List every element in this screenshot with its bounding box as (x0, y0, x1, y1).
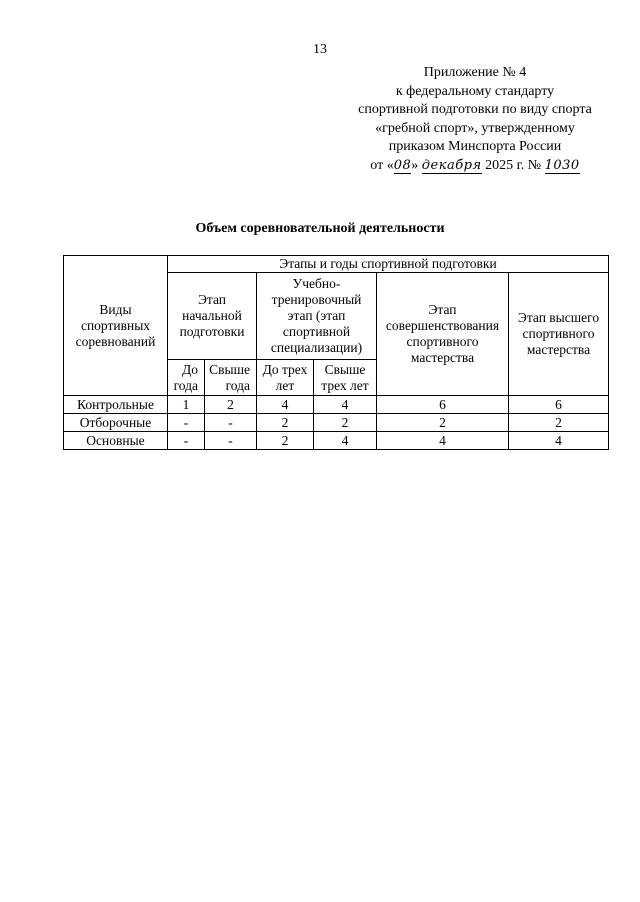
document-title: Объем соревновательной деятельности (195, 221, 445, 236)
appendix-line: «гребной спорт», утвержденному (375, 120, 575, 136)
table-cell: 4 (314, 432, 377, 450)
table-cell: 4 (257, 396, 314, 414)
date-prefix: от « (370, 157, 394, 173)
appendix-header (340, 64, 610, 175)
appendix-date-line (340, 157, 610, 176)
table-cell: 4 (377, 432, 509, 450)
table-cell: 4 (509, 432, 609, 450)
appendix-title: Приложение № 4 (423, 65, 527, 80)
training-stage-header: Учебно-тренировочный этап (этап спортивной специализации) (257, 273, 377, 360)
competition-volume-table (63, 255, 609, 450)
header-row (64, 256, 609, 273)
competition-types-header: Виды спортивных соревнований (64, 256, 168, 396)
table-row (64, 432, 609, 450)
stages-group-header: Этапы и годы спортивной подготовки (168, 256, 609, 273)
appendix-line: к федеральному стандарту (395, 83, 555, 99)
row-label: Основные (64, 432, 168, 450)
page-number: 13 (313, 42, 327, 57)
initial-year2-header: Свыше года (205, 360, 257, 396)
row-label: Контрольные (64, 396, 168, 414)
table-row (64, 396, 609, 414)
initial-stage-header: Этап начальной подготовки (168, 273, 257, 360)
improvement-stage-header: Этап совершенствования спортивного мастерства (377, 273, 509, 396)
appendix-line: приказом Минспорта России (388, 139, 562, 154)
date-month: декабря (421, 157, 482, 173)
table-cell: 6 (377, 396, 509, 414)
initial-year1-header: До года (168, 360, 205, 396)
date-year: 2025 г. № (485, 157, 542, 173)
order-number: 1030 (544, 157, 580, 173)
row-label: Отборочные (64, 414, 168, 432)
date-separator: » (411, 157, 419, 173)
table-row (64, 414, 609, 432)
appendix-line: спортивной подготовки по виду спорта (358, 102, 592, 117)
table-cell: - (168, 432, 205, 450)
table-cell: - (205, 432, 257, 450)
table-cell: - (205, 414, 257, 432)
table-cell: 1 (168, 396, 205, 414)
table-cell: 2 (205, 396, 257, 414)
training-year1-header: До трех лет (257, 360, 314, 396)
table-cell: 2 (314, 414, 377, 432)
table-cell: 4 (314, 396, 377, 414)
training-year2-header: Свыше трех лет (314, 360, 377, 396)
table-cell: 6 (509, 396, 609, 414)
highest-stage-header: Этап высшего спортивного мастерства (509, 273, 609, 396)
table-cell: - (168, 414, 205, 432)
date-day: 08 (393, 157, 412, 173)
table-cell: 2 (377, 414, 509, 432)
table-cell: 2 (257, 414, 314, 432)
table-cell: 2 (509, 414, 609, 432)
table-cell: 2 (257, 432, 314, 450)
